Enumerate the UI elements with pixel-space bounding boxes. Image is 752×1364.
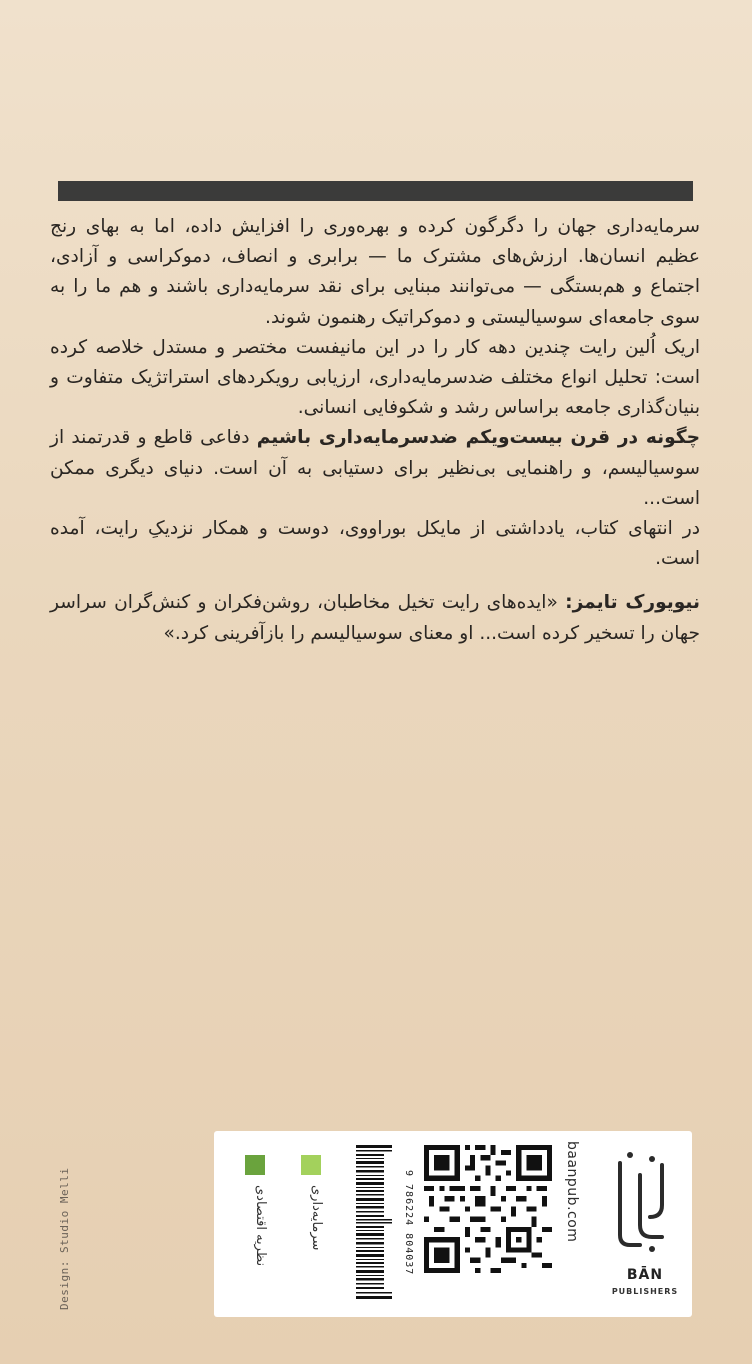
barcode-icon: [356, 1145, 396, 1301]
review-quote: [50, 588, 700, 648]
blurb-paragraph-4: در انتهای کتاب، یادداشتی از مایکل بوراووی، دوست و همکار نزدیکِ رایت، آمده است.: [50, 518, 700, 570]
design-credit: Design: Studio Melli: [58, 1167, 71, 1310]
category-label: سرمایه‌داری: [309, 1185, 324, 1251]
blurb-paragraph-3: [50, 423, 700, 514]
category-label: نظریه اقتصادی: [253, 1185, 268, 1267]
review-text: «ایده‌های رایت تخیل مخاطبان، روشن‌فکران و کنش‌گران سراسر جهان را تسخیر کرده است... او معنای سوسیالیسم را بازآفرینی کرد.»: [50, 592, 700, 644]
review-source: نیویورک تایمز:: [565, 592, 701, 614]
isbn-barcode: [356, 1145, 414, 1301]
publisher-subtitle: PUBLISHERS: [611, 1287, 679, 1296]
qr-code-icon: [424, 1145, 552, 1273]
blurb-paragraph-2: اریک اُلین رایت چندین دهه کار را در این مانیفست مختصر و مستدل خلاصه کرده است: تحلیل انواع مختلف ضدسرمایه‌داری، ارزیابی رویکردهای استراتژیک متفاوت و بنیان‌گذاری جامعه براساس رشد و شکوفایی انسانی.: [50, 336, 700, 419]
category-color-square: [245, 1155, 265, 1175]
header-rule: [58, 181, 693, 201]
category-color-square: [301, 1155, 321, 1175]
blurb-paragraph-1: سرمایه‌داری جهان را دگرگون کرده و بهره‌وری را افزایش داده، اما به بهای رنج عظیم انسان‌ها. ارزش‌های مشترک ما — برابری و انصاف، دموکراسی و آزادی، اجتماع و هم‌بستگی — می‌توانند مبنایی برای نقد سرمایه‌داری باشند و هم ما را به سوی جامعه‌ای سوسیالیستی و دموکراتیک رهنمون شوند.: [50, 216, 700, 328]
back-cover-blurb: [50, 212, 700, 649]
category-economic-theory: [242, 1155, 268, 1267]
publisher-name: BĀN: [626, 1267, 664, 1283]
publisher-website: baanpub.com: [564, 1141, 580, 1243]
publisher-label: [214, 1131, 692, 1317]
category-capitalism: [298, 1155, 324, 1251]
blurb-paragraph-3-text: دفاعی قاطع و قدرتمند از سوسیالیسم، و راهنمایی بی‌نظیر برای دستیابی به آن است. دنیای دیگری ممکن است...: [50, 427, 700, 509]
book-title-bold: چگونه در قرن بیست‌ویکم ضدسرمایه‌داری باشیم: [256, 427, 700, 449]
isbn-number: 9 786224 804037: [403, 1170, 414, 1276]
publisher-logo-icon: [610, 1145, 676, 1255]
